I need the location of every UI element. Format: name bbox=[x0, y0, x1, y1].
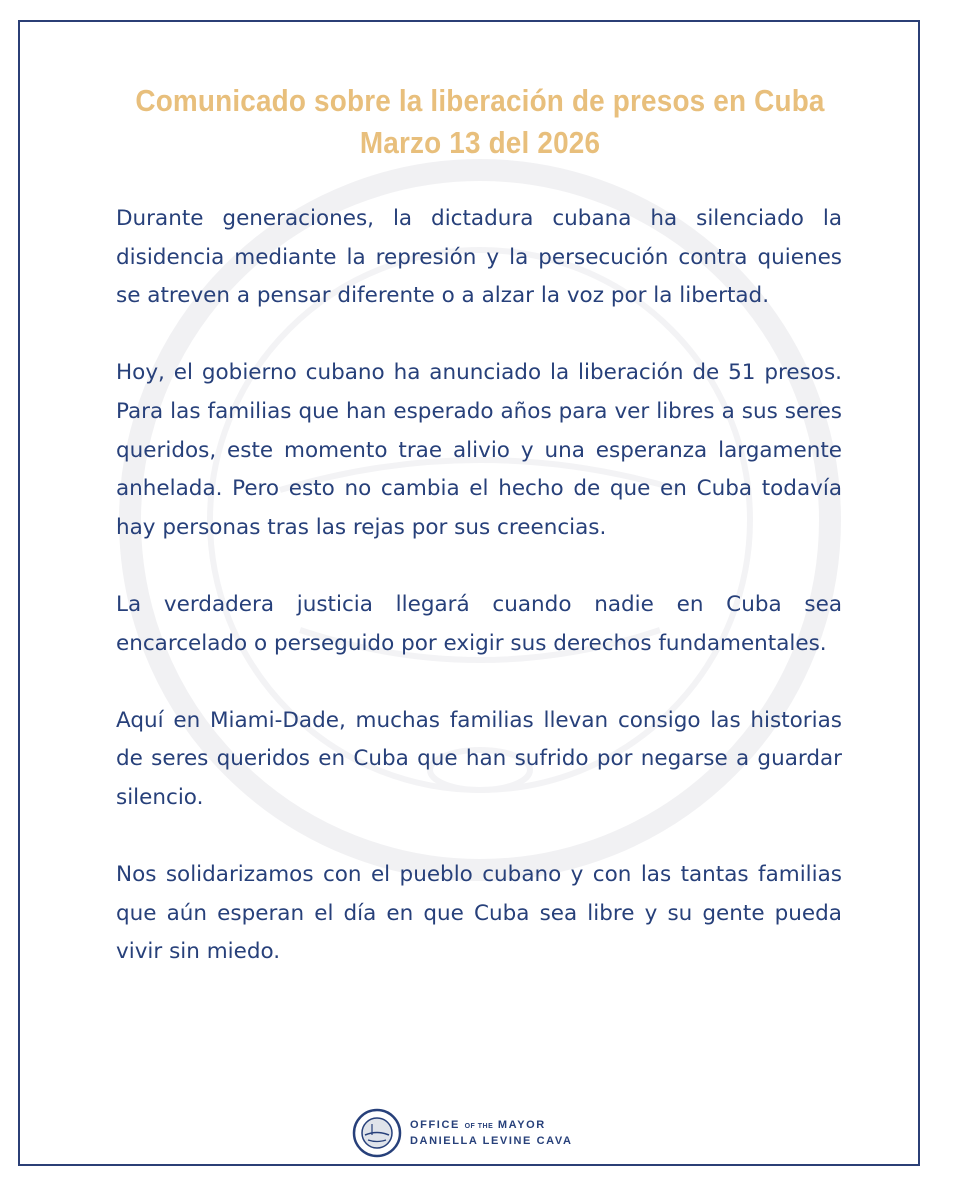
mayor-name: DANIELLA LEVINE CAVA bbox=[410, 1134, 573, 1147]
office-label bbox=[410, 1118, 573, 1149]
statement-title bbox=[0, 80, 960, 164]
title-line-1: Comunicado sobre la liberación de presos en Cuba bbox=[135, 83, 825, 118]
mayor-word: MAYOR bbox=[497, 1118, 546, 1131]
paragraph-4: Aquí en Miami-Dade, muchas familias llevan consigo las historias de seres queridos en Cuba que han sufrido por negarse a guardar silencio. bbox=[116, 707, 842, 810]
of-the-word: OF THE bbox=[464, 1122, 494, 1130]
paragraph-3: La verdadera justicia llegará cuando nadie en Cuba sea encarcelado o perseguido por exigir sus derechos fundamentales. bbox=[116, 591, 842, 656]
paragraph-5: Nos solidarizamos con el pueblo cubano y con las tantas familias que aún esperan el día en que Cuba sea libre y su gente pueda vivir sin miedo. bbox=[116, 862, 842, 965]
county-seal-icon bbox=[352, 1108, 402, 1158]
title-date: Marzo 13 del 2026 bbox=[359, 125, 601, 160]
paragraph-2: Hoy, el gobierno cubano ha anunciado la liberación de 51 presos. Para las familias que han esperado años para ver libres a sus seres queridos, este momento trae alivio y una esperanza largamente anhelada. Pero esto no cambia el hecho de que en Cuba todavía hay personas tras las rejas por sus creencias. bbox=[116, 360, 842, 540]
office-line bbox=[410, 1118, 573, 1134]
office-signature bbox=[352, 1102, 573, 1164]
paragraph-1: Durante generaciones, la dictadura cubana ha silenciado la disidencia mediante la represión y la persecución contra quienes se atreven a pensar diferente o a alzar la voz por la libertad. bbox=[116, 206, 842, 309]
office-word: OFFICE bbox=[410, 1118, 460, 1131]
statement-body bbox=[116, 200, 842, 1010]
